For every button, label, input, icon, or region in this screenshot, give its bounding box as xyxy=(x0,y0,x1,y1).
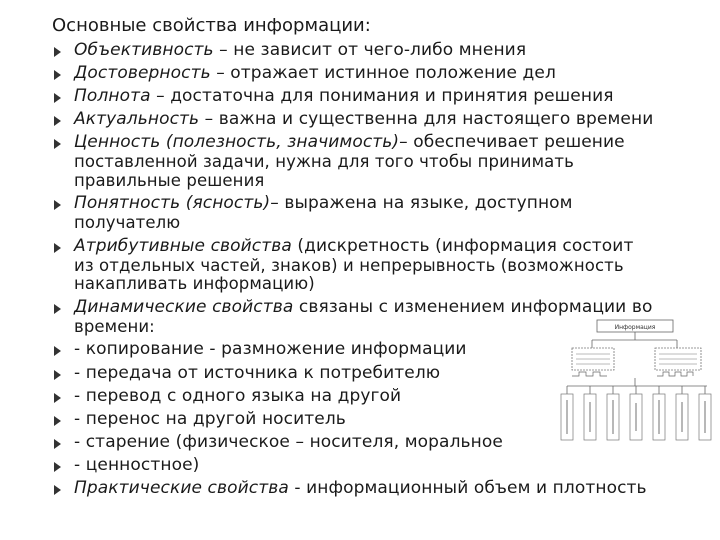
property-description: - перевод с одного языка на другой xyxy=(74,385,402,406)
bullet-triangle-icon xyxy=(54,439,61,449)
property-term: Достоверность xyxy=(74,63,211,84)
property-term: Практические свойства xyxy=(74,478,289,498)
information-classification-diagram xyxy=(557,318,717,448)
item-line xyxy=(74,339,467,359)
bullet-triangle-icon xyxy=(54,70,61,80)
bullet-triangle-icon xyxy=(54,243,61,253)
property-term: Понятность (ясность) xyxy=(74,193,271,214)
item-continuation-line: из отдельных частей, знаков) и непрерывность (возможность xyxy=(74,255,624,275)
bullet-triangle-icon xyxy=(54,93,61,103)
item-continuation-line: правильные решения xyxy=(74,170,265,190)
item-line xyxy=(74,478,647,498)
property-term: Актуальность xyxy=(74,109,200,130)
bullet-triangle-icon xyxy=(54,200,61,210)
item-continuation-line: накапливать информацию) xyxy=(74,274,315,294)
property-description: – выражена на языке, доступном xyxy=(270,193,573,214)
property-term: Полнота xyxy=(74,86,151,107)
property-description: – достаточна для понимания и принятия решения xyxy=(150,86,614,107)
bullet-triangle-icon xyxy=(54,47,61,57)
property-description: – важна и существенна для настоящего времени xyxy=(199,109,654,130)
diagram-top-label: Информация xyxy=(614,324,656,331)
bullet-triangle-icon xyxy=(54,139,61,149)
item-continuation-line: времени: xyxy=(74,316,155,336)
bullet-triangle-icon xyxy=(54,304,61,314)
property-description: (дискретность (информация состоит xyxy=(291,235,634,256)
item-line xyxy=(74,109,653,129)
item-line xyxy=(74,63,556,83)
bullet-triangle-icon xyxy=(54,393,61,403)
bullet-triangle-icon xyxy=(54,485,61,495)
property-description: - ценностное) xyxy=(74,454,200,475)
item-line xyxy=(74,409,346,429)
slide-heading: Основные свойства информации: xyxy=(52,15,371,36)
property-description: - передача от источника к потребителю xyxy=(74,362,441,383)
item-line xyxy=(74,86,614,106)
property-description: – не зависит от чего-либо мнения xyxy=(213,40,527,60)
item-line xyxy=(74,297,652,317)
bullet-triangle-icon xyxy=(54,346,61,356)
item-continuation-line: получателю xyxy=(74,213,181,233)
property-description: - перенос на другой носитель xyxy=(74,408,346,429)
item-line xyxy=(74,193,573,213)
item-line xyxy=(74,432,503,452)
property-term: Атрибутивные свойства xyxy=(74,235,292,256)
bullet-triangle-icon xyxy=(54,462,61,472)
property-description: – отражает истинное положение дел xyxy=(210,63,556,84)
item-continuation-line: поставленной задачи, нужна для того чтобы принимать xyxy=(74,152,574,172)
property-description: - старение (физическое – носителя, моральное xyxy=(74,431,503,452)
bullet-triangle-icon xyxy=(54,116,61,126)
bullet-triangle-icon xyxy=(54,370,61,380)
property-term: Динамические свойства xyxy=(74,296,294,317)
item-line xyxy=(74,386,401,406)
item-line xyxy=(74,363,440,383)
property-description: - информационный объем и плотность xyxy=(288,478,647,498)
property-description: связаны с изменением информации во xyxy=(293,296,653,317)
bullet-triangle-icon xyxy=(54,416,61,426)
item-line xyxy=(74,455,199,475)
property-description: - копирование - размножение информации xyxy=(74,339,467,360)
property-term: Объективность xyxy=(74,40,214,60)
item-line xyxy=(74,132,625,152)
property-term: Ценность (полезность, значимость) xyxy=(74,132,400,153)
item-line xyxy=(74,40,526,60)
property-description: – обеспечивает решение xyxy=(399,132,625,153)
item-line xyxy=(74,236,633,256)
